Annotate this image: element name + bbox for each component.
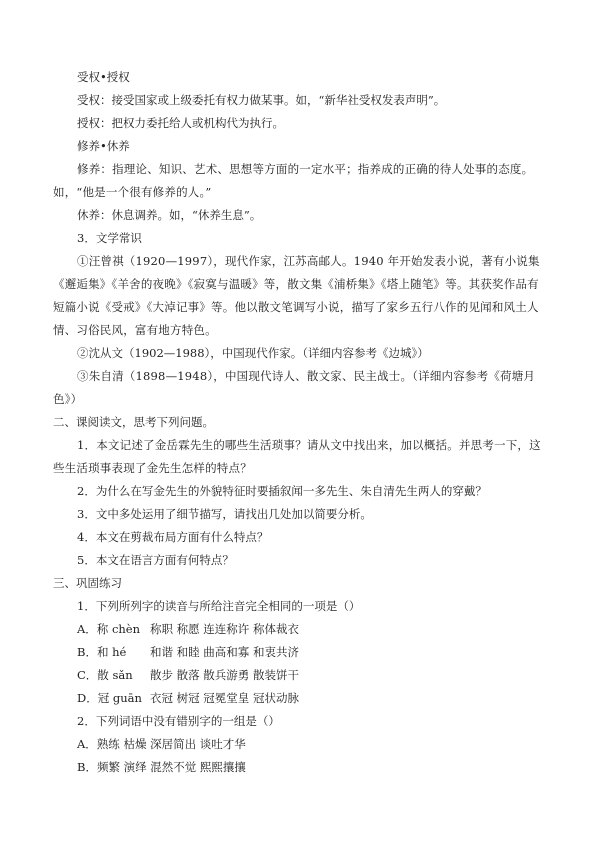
paragraph-shen-congwen: ②沈从文（1902—1988），中国现代作家。（详细内容参考《边城》） (77, 346, 429, 360)
section-heading-reading-questions: 二、课阅读文，思考下列问题。 (53, 415, 214, 429)
question-2: 2．为什么在写金先生的外貌特征时要插叙闻一多先生、朱自清先生两人的穿戴？ (77, 484, 487, 498)
exercise-1-option-a (53, 618, 545, 641)
question-4: 4．本文在剪裁布局方面有什么特点？ (77, 530, 269, 544)
option-words: 散步 散落 散兵游勇 散装饼干 (150, 668, 299, 682)
exercise-2-option-a (53, 733, 545, 756)
option-words: 衣冠 树冠 冠冕堂皇 冠状动脉 (150, 691, 299, 705)
paragraph-zhu-ziqing: ③朱自清（1898—1948），中国现代诗人、散文家、民主战士。（详细内容参考《荷塘月色》） (53, 369, 536, 406)
line-definition-xiuyang-cultivation: 修养：指理论、知识、艺术、思想等方面的一定水平；指养成的正确的待人处事的态度。如，“他是一个很有修养的人。” (53, 162, 534, 199)
exercise-2-option-b (53, 756, 545, 779)
line-definition-shouquan-grant: 授权：把权力委托给人或机构代为执行。 (77, 116, 284, 130)
exercise-1-option-b (53, 641, 545, 664)
paragraph-wang-zengqi: ①汪曾祺（1920—1997），现代作家，江苏高邮人。1940 年开始发表小说，著有小说集《邂逅集》《羊舍的夜晚》《寂寞与温暖》等，散文集《浦桥集》《塔上随笔》等。其获奖作品有短篇小说《受戒》《大淖记事》等。他以散文笔调写小说，描写了家乡五行八作的见闻和风土人情、习俗民风，富有地方特色。 (53, 254, 540, 337)
exercise-1-option-c (53, 664, 545, 687)
document-body (53, 66, 545, 779)
option-label: D．冠 guān (77, 691, 142, 705)
line-definition-shouquan-receive: 受权：接受国家或上级委托有权力做某事。如，“新华社受权发表声明”。 (77, 93, 446, 107)
line-definition-xiuyang-rest: 休养：休息调养。如，“休养生息”。 (77, 208, 262, 222)
section-heading-practice: 三、巩固练习 (53, 576, 122, 590)
question-1: 1．本文记述了金岳霖先生的哪些生活琐事？请从文中找出来，加以概括。并思考一下，这些生活琐事表现了金先生怎样的特点？ (53, 438, 541, 475)
option-label: A．称 chèn (77, 622, 141, 636)
option-label: A． (77, 737, 97, 751)
option-words: 熟练 枯燥 深居简出 谈吐才华 (96, 737, 246, 751)
exercise-1-question: 1．下列所列字的读音与所给注音完全相同的一项是（） (77, 599, 361, 613)
line-term-heading-xiuyang: 修养•休养 (77, 139, 130, 153)
exercise-2-question: 2．下列词语中没有错别字的一组是（） (77, 714, 280, 728)
option-label: B．和 hé (77, 645, 127, 659)
section-heading-literary-knowledge: 3．文学常识 (77, 231, 142, 245)
option-words: 频繁 演绎 混然不觉 熙熙攘攘 (96, 760, 246, 774)
line-term-heading-shouquan: 受权•授权 (77, 70, 130, 84)
question-5: 5．本文在语言方面有何特点？ (77, 553, 234, 567)
option-label: C．散 sǎn (77, 668, 133, 682)
option-words: 和谐 和睦 曲高和寡 和衷共济 (150, 645, 299, 659)
option-words: 称职 称愿 连连称许 称体裁衣 (150, 622, 299, 636)
question-3: 3．文中多处运用了细节描写，请找出几处加以简要分析。 (77, 507, 372, 521)
option-label: B． (77, 760, 97, 774)
exercise-1-option-d (53, 687, 545, 710)
